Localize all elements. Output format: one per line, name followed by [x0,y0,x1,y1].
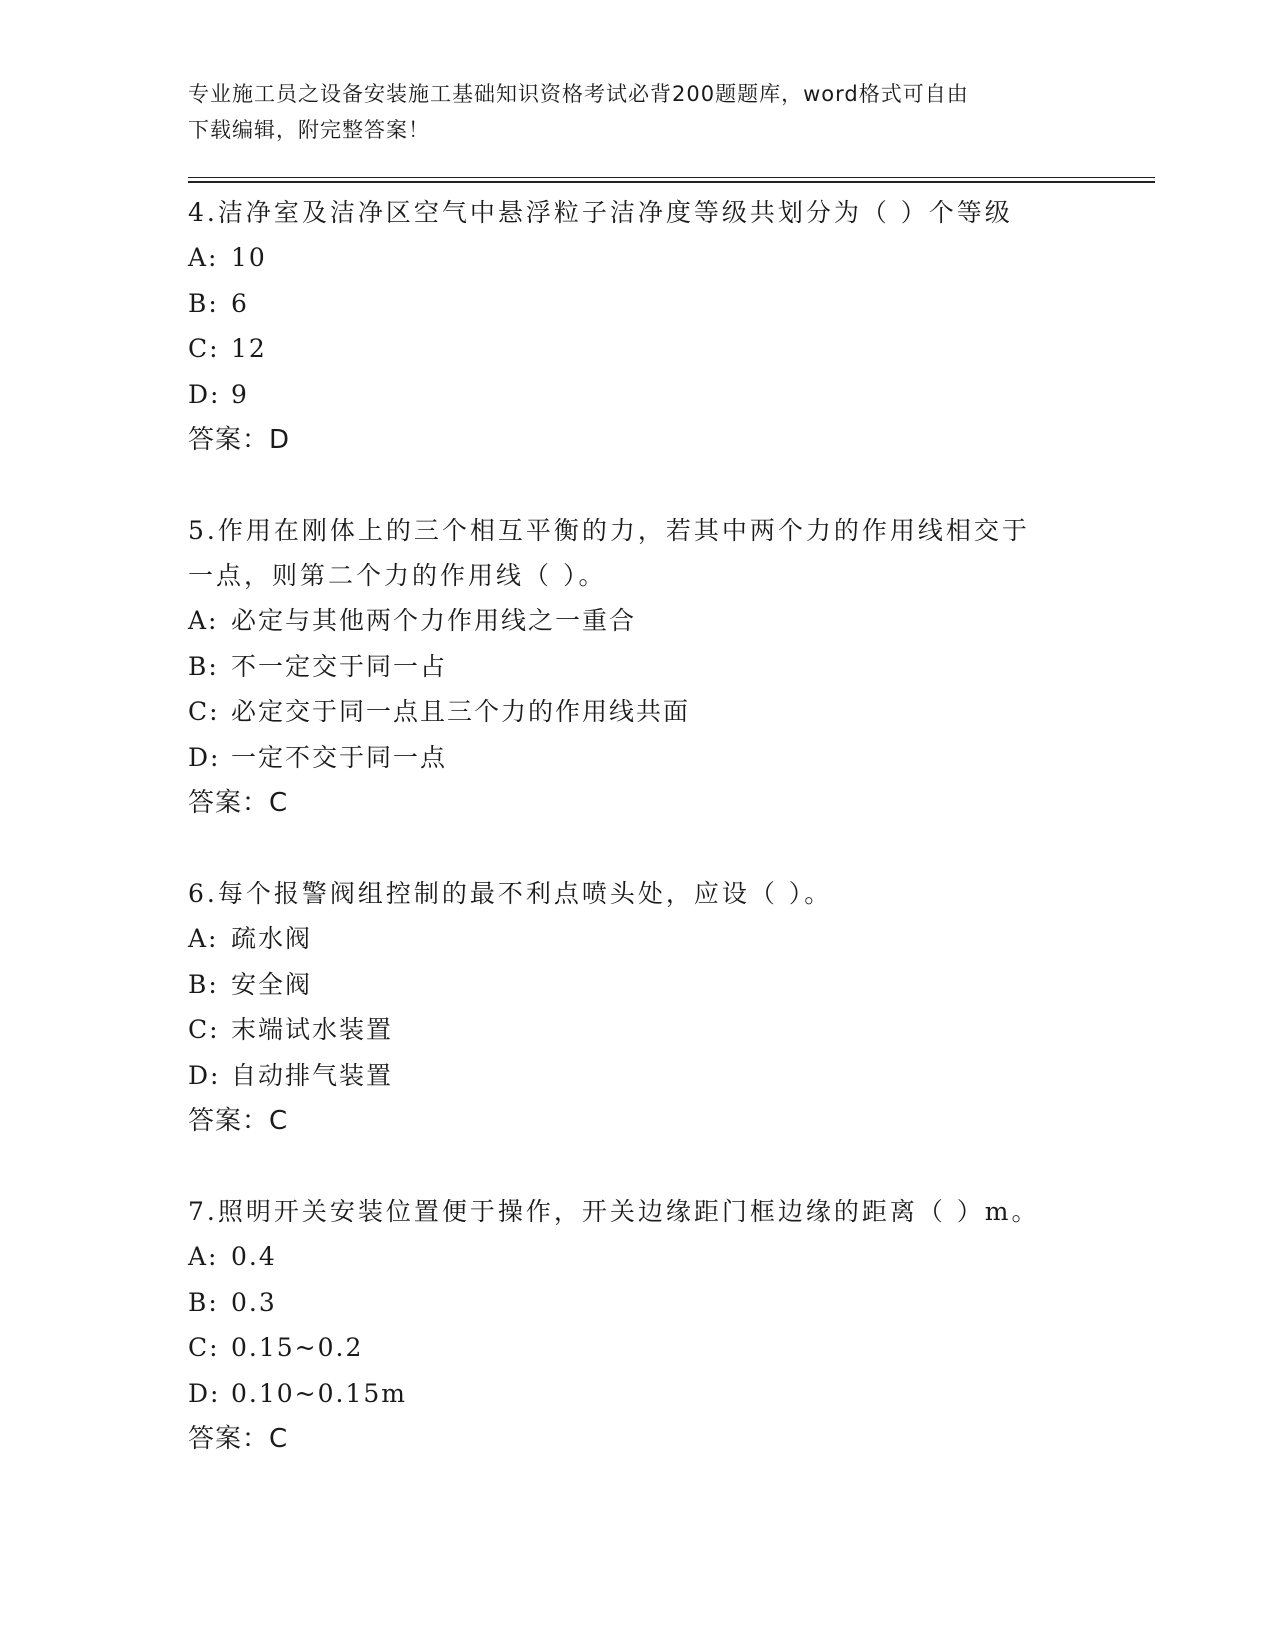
document-header [188,76,1068,148]
option-a: A: 0.4 [188,1242,277,1271]
question-4 [188,190,1088,463]
option-a: A: 疏水阀 [188,924,313,953]
option-b: B: 0.3 [188,1287,277,1317]
option-b: B: 安全阀 [188,969,313,999]
answer: 答案：C [188,1424,289,1454]
question-stem: 5.作用在刚体上的三个相互平衡的力，若其中两个力的作用线相交于 一点，则第二个力的作用线（ ）。 [188,516,1030,590]
header-divider [188,177,1155,182]
question-6 [188,871,1088,1144]
option-c: C: 12 [188,334,267,363]
question-stem: 4.洁净室及洁净区空气中悬浮粒子洁净度等级共划分为（ ）个等级 [188,198,1013,227]
option-a: A: 10 [188,243,267,272]
answer: 答案：C [188,788,289,818]
header-line-2: 下载编辑，附完整答案！ [188,118,430,142]
option-b: B: 不一定交于同一占 [188,651,448,681]
option-c: C: 末端试水装置 [188,1015,394,1044]
answer: 答案：D [188,425,291,455]
question-list [188,190,1088,1507]
option-d: D: 9 [188,379,249,409]
option-a: A: 必定与其他两个力作用线之一重合 [188,606,637,635]
option-b: B: 6 [188,288,249,318]
question-stem: 7.照明开关安装位置便于操作，开关边缘距门框边缘的距离（ ）m。 [188,1197,1040,1226]
option-d: D: 0.10~0.15m [188,1378,407,1408]
question-stem: 6.每个报警阀组控制的最不利点喷头处，应设（ ）。 [188,879,833,908]
option-d: D: 一定不交于同一点 [188,742,448,772]
option-d: D: 自动排气装置 [188,1060,394,1090]
option-c: C: 必定交于同一点且三个力的作用线共面 [188,697,691,726]
question-5 [188,508,1088,826]
header-line-1: 专业施工员之设备安装施工基础知识资格考试必背200题题库，word格式可自由 [188,82,969,106]
question-7 [188,1189,1088,1462]
option-c: C: 0.15~0.2 [188,1333,364,1362]
answer: 答案：C [188,1106,289,1136]
